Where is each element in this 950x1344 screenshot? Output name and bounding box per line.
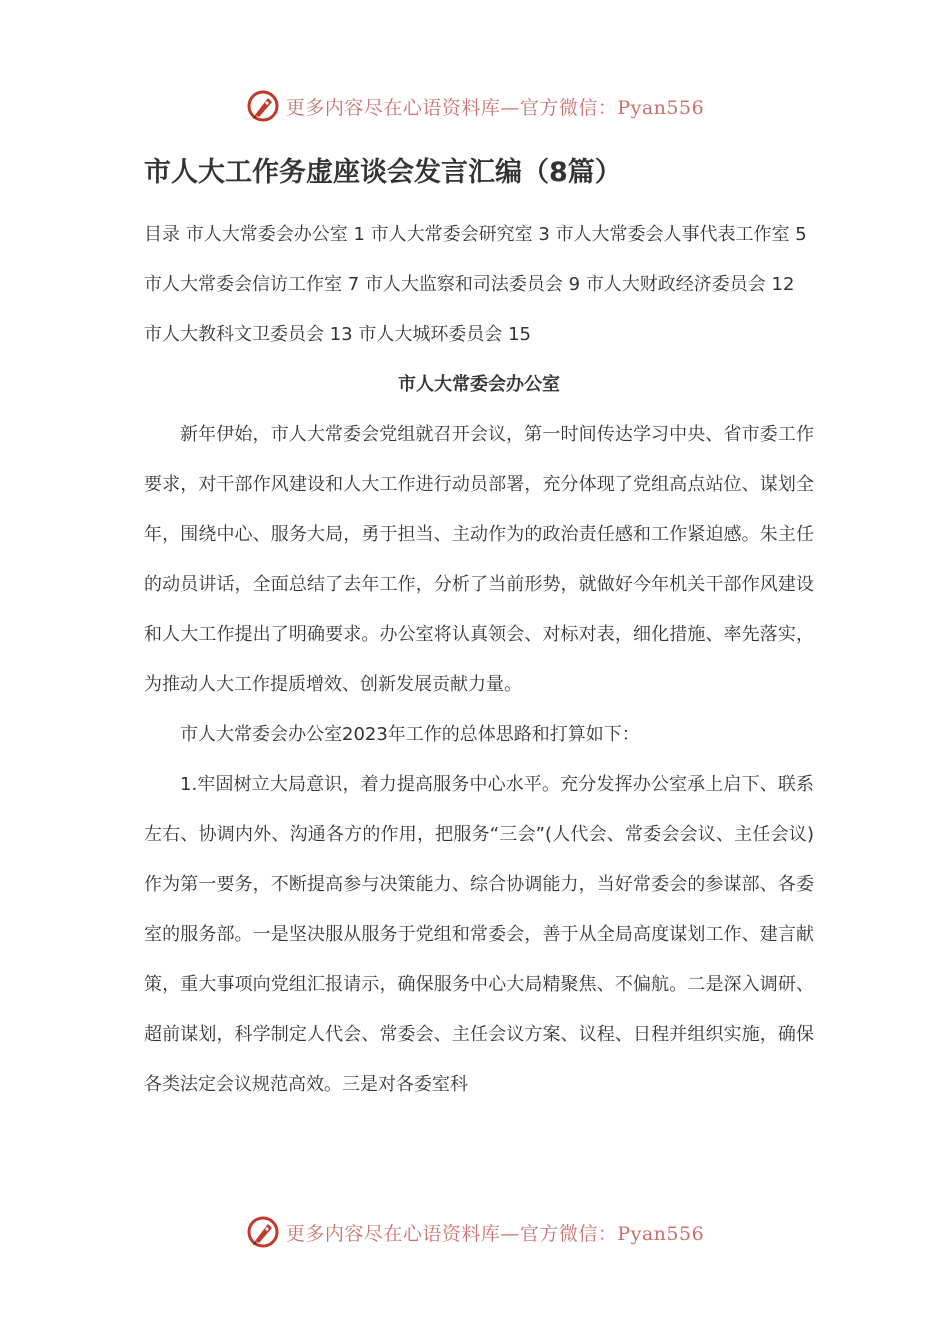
document-title: 市人大工作务虚座谈会发言汇编（8篇） bbox=[144, 157, 622, 188]
pen-nib-logo-icon bbox=[246, 1215, 280, 1249]
paragraph: 市人大常委会办公室2023年工作的总体思路和打算如下： bbox=[180, 724, 640, 745]
watermark-text: 更多内容尽在心语资料库—官方微信：Pyan556 bbox=[285, 96, 705, 119]
paragraph: 1.牢固树立大局意识，着力提高服务中心水平。充分发挥办公室承上启下、联系左右、协调内外、沟通各方的作用，把服务“三会”(人代会、常委会会议、主任会议)作为第一要务，不断提高参与决策能力、综合协调能力，当好常委会的参谋部、各委室的服务部。一是坚决服从服务于党组和常委会，善于从全局高度谋划工作、建言献策，重大事项向党组汇报请示，确保服务中心大局精聚焦、不偏航。二是深入调研、超前谋划，科学制定人代会、常委会、主任会议方案、议程、日程并组织实施，确保各类法定会议规范高效。三是对各委室科 bbox=[144, 774, 814, 1095]
header-watermark-banner bbox=[0, 84, 950, 128]
footer-watermark-banner bbox=[0, 1210, 950, 1254]
pen-nib-logo-icon bbox=[246, 89, 280, 123]
section-heading: 市人大常委会办公室 bbox=[398, 374, 560, 395]
document-body bbox=[144, 148, 814, 1110]
watermark-text: 更多内容尽在心语资料库—官方微信：Pyan556 bbox=[285, 1222, 705, 1245]
table-of-contents: 目录 市人大常委会办公室 1 市人大常委会研究室 3 市人大常委会人事代表工作室 5 市人大常委会信访工作室 7 市人大监察和司法委员会 9 市人大财政经济委员会 12 市人大教科文卫委员会 13 市人大城环委员会 15 bbox=[144, 224, 807, 345]
paragraph: 新年伊始，市人大常委会党组就召开会议，第一时间传达学习中央、省市委工作要求，对干部作风建设和人大工作进行动员部署，充分体现了党组高点站位、谋划全年，围绕中心、服务大局，勇于担当、主动作为的政治责任感和工作紧迫感。朱主任的动员讲话，全面总结了去年工作，分析了当前形势，就做好今年机关干部作风建设和人大工作提出了明确要求。办公室将认真领会、对标对表，细化措施、率先落实，为推动人大工作提质增效、创新发展贡献力量。 bbox=[144, 424, 814, 695]
